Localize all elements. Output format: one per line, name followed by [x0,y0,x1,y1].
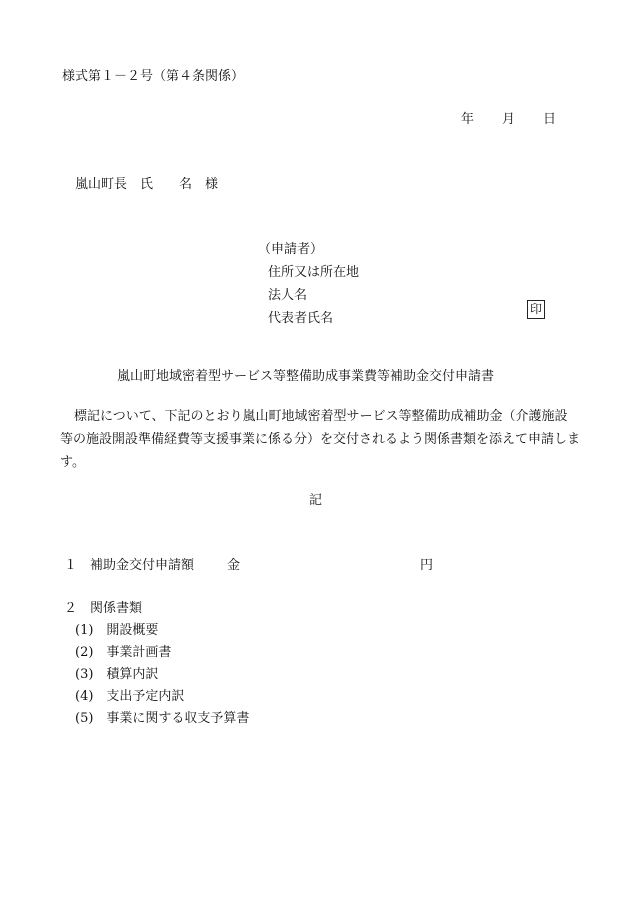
item-related-documents: ２ 関係書類 [64,601,143,616]
item1-label: １ 補助金交付申請額 [64,558,195,573]
form-number: 様式第１－２号（第４条関係） [62,69,245,84]
ki-heading: 記 [309,493,323,508]
list-item: (1) 開設概要 [75,623,159,638]
item1-yen: 円 [420,558,434,573]
address-label: 住所又は所在地 [268,265,360,280]
date-line [461,112,556,128]
list-item: (4) 支出予定内訳 [75,689,185,704]
applicant-heading: （申請者） [258,242,324,257]
date-month: 月 [502,112,516,127]
corporation-label: 法人名 [268,288,308,303]
document-title: 嵐山町地域密着型サービス等整備助成事業費等補助金交付申請書 [117,369,495,384]
seal-mark: 印 [527,300,545,319]
item-application-amount [64,558,434,574]
applicant-block [258,238,359,330]
list-item: (2) 事業計画書 [75,645,172,660]
list-item: (3) 積算内訳 [75,667,159,682]
representative-label: 代表者氏名 [268,311,334,326]
related-documents-list [75,620,249,730]
list-item: (5) 事業に関する収支予算書 [75,711,250,726]
addressee: 嵐山町長 氏 名 様 [75,177,219,192]
body-paragraph: 標記について、下記のとおり嵐山町地域密着型サービス等整備助成補助金（介護施設等の施設開設準備経費等支援事業に係る分）を交付されるよう関係書類を添えて申請します。 [60,409,581,470]
item1-kin: 金 [227,558,241,573]
date-day: 日 [543,112,557,127]
date-year: 年 [461,112,475,127]
